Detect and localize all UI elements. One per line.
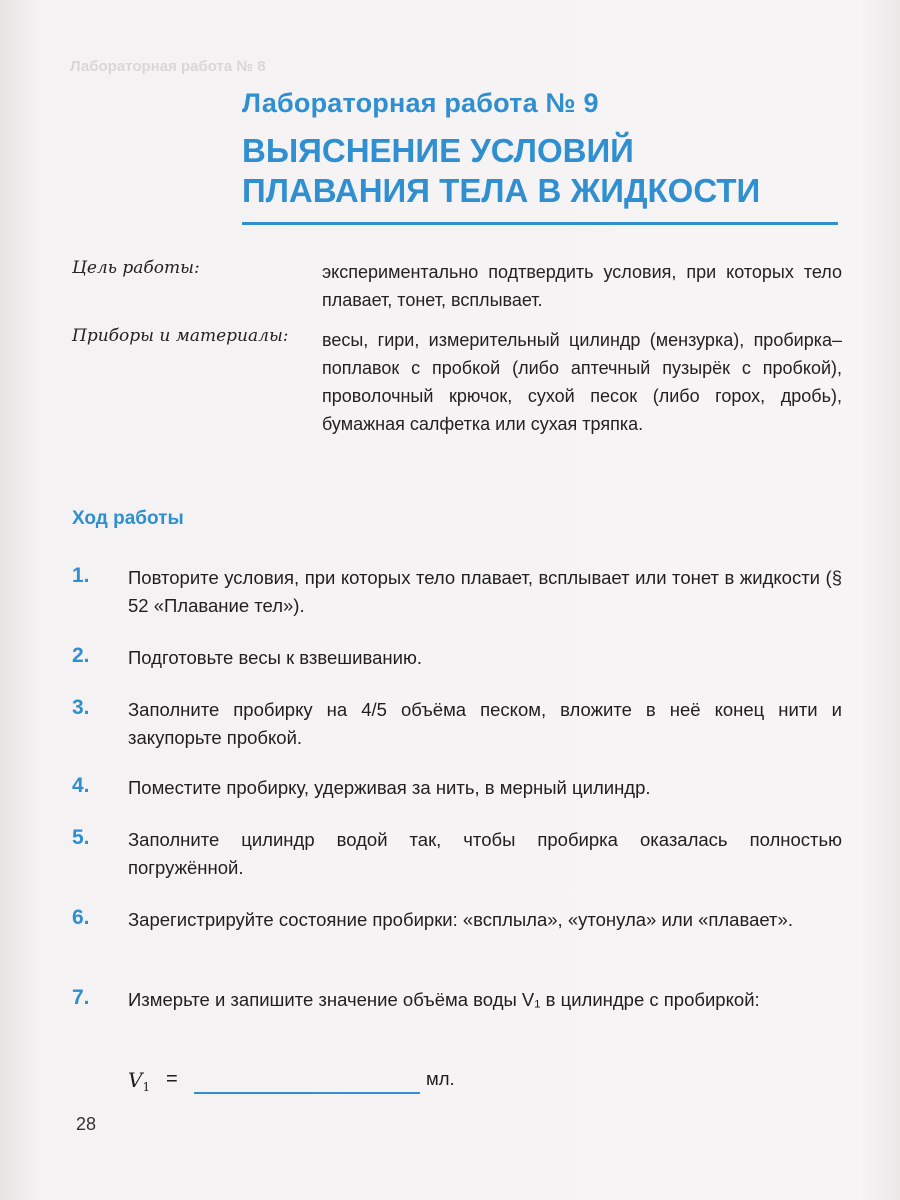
step-number: 7. [72, 986, 90, 1009]
lab-number: Лабораторная работа № 9 [242, 88, 599, 118]
step-text: Подготовьте весы к взвешиванию. [128, 647, 422, 668]
step-number: 4. [72, 774, 90, 797]
equipment-label: Приборы и материалы: [72, 326, 289, 346]
equals-sign: = [166, 1068, 178, 1090]
step-number: 5. [72, 826, 90, 849]
title-block [242, 88, 840, 211]
v1-answer-row [128, 1068, 628, 1100]
step-text: Измерьте и запишите значение объёма воды V₁ в цилиндре с пробиркой: [128, 989, 760, 1010]
v1-subscript: 1 [142, 1080, 151, 1094]
step-number: 3. [72, 696, 90, 719]
step-number: 2. [72, 644, 90, 667]
v1-unit: мл. [426, 1068, 455, 1089]
goal-label: Цель работы: [72, 258, 200, 278]
goal-text: экспериментально подтвердить условия, при которых тело плавает, тонет, всплывает. [322, 262, 842, 310]
step-number: 1. [72, 564, 90, 587]
v1-var: V [128, 1068, 143, 1092]
v1-answer-blank[interactable] [194, 1092, 420, 1094]
v1-label [128, 1068, 150, 1094]
bleed-through-header: Лабораторная работа № 8 [70, 58, 266, 75]
lab-title [242, 131, 840, 211]
procedure-heading: Ход работы [72, 508, 184, 529]
lab-title-line1: ВЫЯСНЕНИЕ УСЛОВИЙ [242, 132, 634, 169]
page-number: 28 [76, 1114, 97, 1134]
lab-title-line2: ПЛАВАНИЯ ТЕЛА В ЖИДКОСТИ [242, 172, 761, 209]
step-text: Зарегистрируйте состояние пробирки: «всплыла», «утонула» или «плавает». [128, 909, 793, 930]
step-text: Заполните цилиндр водой так, чтобы пробирка оказалась полностью погружённой. [128, 829, 842, 878]
step-text: Поместите пробирку, удерживая за нить, в мерный цилиндр. [128, 777, 651, 798]
step-text: Повторите условия, при которых тело плавает, всплывает или тонет в жидкости (§ 52 «Плавание тел»). [128, 567, 842, 616]
equipment-text: весы, гири, измерительный цилиндр (мензурка), пробирка–поплавок с пробкой (либо аптечный пузырёк с пробкой), проволочный крючок, сухой песок (либо горох, дробь), бумажная салфетка или сухая тряпка. [322, 330, 842, 434]
step-text: Заполните пробирку на 4/5 объёма песком, вложите в неё конец нити и закупорьте пробкой. [128, 699, 842, 748]
step-number: 6. [72, 906, 90, 929]
title-underline [242, 222, 838, 225]
